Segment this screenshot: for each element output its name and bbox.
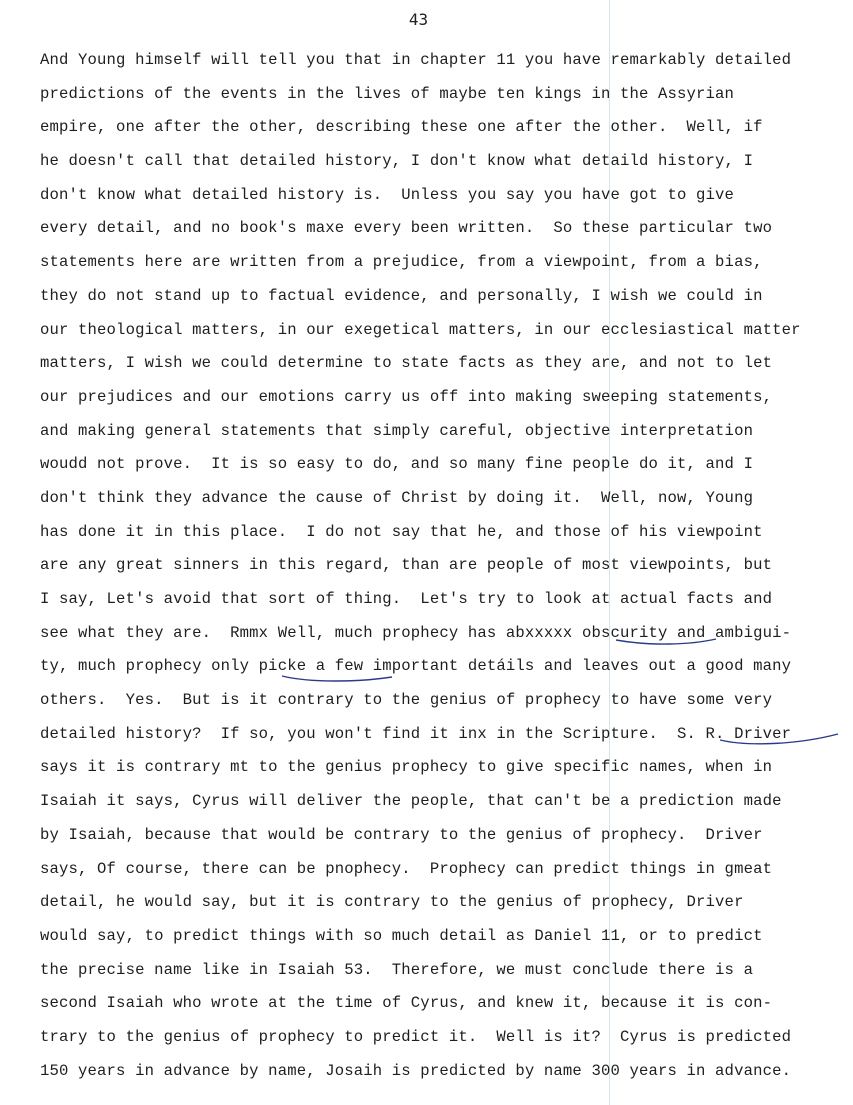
text-line: Isaiah it says, Cyrus will deliver the people, that can't be a prediction made (40, 792, 782, 811)
text-line: statements here are written from a prejudice, from a viewpoint, from a bias, (40, 253, 763, 272)
text-line: predictions of the events in the lives of maybe ten kings in the Assyrian (40, 84, 735, 103)
text-line: trary to the genius of prophecy to predict it. Well is it? Cyrus is predicted (40, 1027, 792, 1046)
text-line: detail, he would say, but it is contrary to the genius of prophecy, Driver (40, 893, 744, 912)
text-line: empire, one after the other, describing these one after the other. Well, if (40, 118, 763, 137)
text-line: are any great sinners in this regard, than are people of most viewpoints, but (40, 556, 773, 575)
text-line: by Isaiah, because that would be contrary to the genius of prophecy. Driver (40, 825, 763, 844)
text-line: woudd not prove. It is so easy to do, and so many fine people do it, and I (40, 455, 754, 474)
text-line: he doesn't call that detailed history, I don't know what detaild history, I (40, 152, 754, 171)
text-line: and making general statements that simply careful, objective interpretation (40, 421, 754, 440)
body-text (40, 44, 845, 1088)
text-line: I say, Let's avoid that sort of thing. Let's try to look at actual facts and (40, 590, 773, 608)
text-line: second Isaiah who wrote at the time of Cyrus, and knew it, because it is con- (40, 994, 773, 1013)
text-line: others. Yes. But is it contrary to the genius of prophecy to have some very (40, 691, 773, 710)
text-line: ty, much prophecy only picke a few important detáils and leaves out a good many (40, 657, 792, 676)
text-line: see what they are. Rmmx Well, much prophecy has abxxxxx obscurity and ambigui- (40, 623, 792, 642)
text-line: 150 years in advance by name, Josaih is predicted by name 300 years in advance. (40, 1061, 792, 1080)
text-line: matters, I wish we could determine to state facts as they are, and not to let (40, 354, 773, 373)
text-line: don't know what detailed history is. Unless you say you have got to give (40, 185, 735, 204)
text-line: our prejudices and our emotions carry us off into making sweeping statements, (40, 387, 773, 406)
text-line: And Young himself will tell you that in chapter 11 you have remarkably detailed (40, 51, 792, 69)
text-line: detailed history? If so, you won't find it inx in the Scripture. S. R. Driver (40, 724, 792, 743)
text-line: every detail, and no book's maxe every been written. So these particular two (40, 219, 773, 238)
text-line: they do not stand up to factual evidence, and personally, I wish we could in (40, 286, 763, 305)
text-line: would say, to predict things with so much detail as Daniel 11, or to predict (40, 926, 763, 945)
text-line: the precise name like in Isaiah 53. Therefore, we must conclude there is a (40, 960, 754, 979)
text-line: don't think they advance the cause of Christ by doing it. Well, now, Young (40, 488, 754, 507)
text-line: has done it in this place. I do not say that he, and those of his viewpoint (40, 522, 763, 541)
text-line: our theological matters, in our exegetical matters, in our ecclesiastical matter (40, 320, 801, 339)
text-line: says, Of course, there can be pnophecy. Prophecy can predict things in gmeat (40, 859, 773, 878)
page-number: 43 (408, 10, 429, 29)
text-line: says it is contrary mt to the genius prophecy to give specific names, when in (40, 758, 773, 777)
